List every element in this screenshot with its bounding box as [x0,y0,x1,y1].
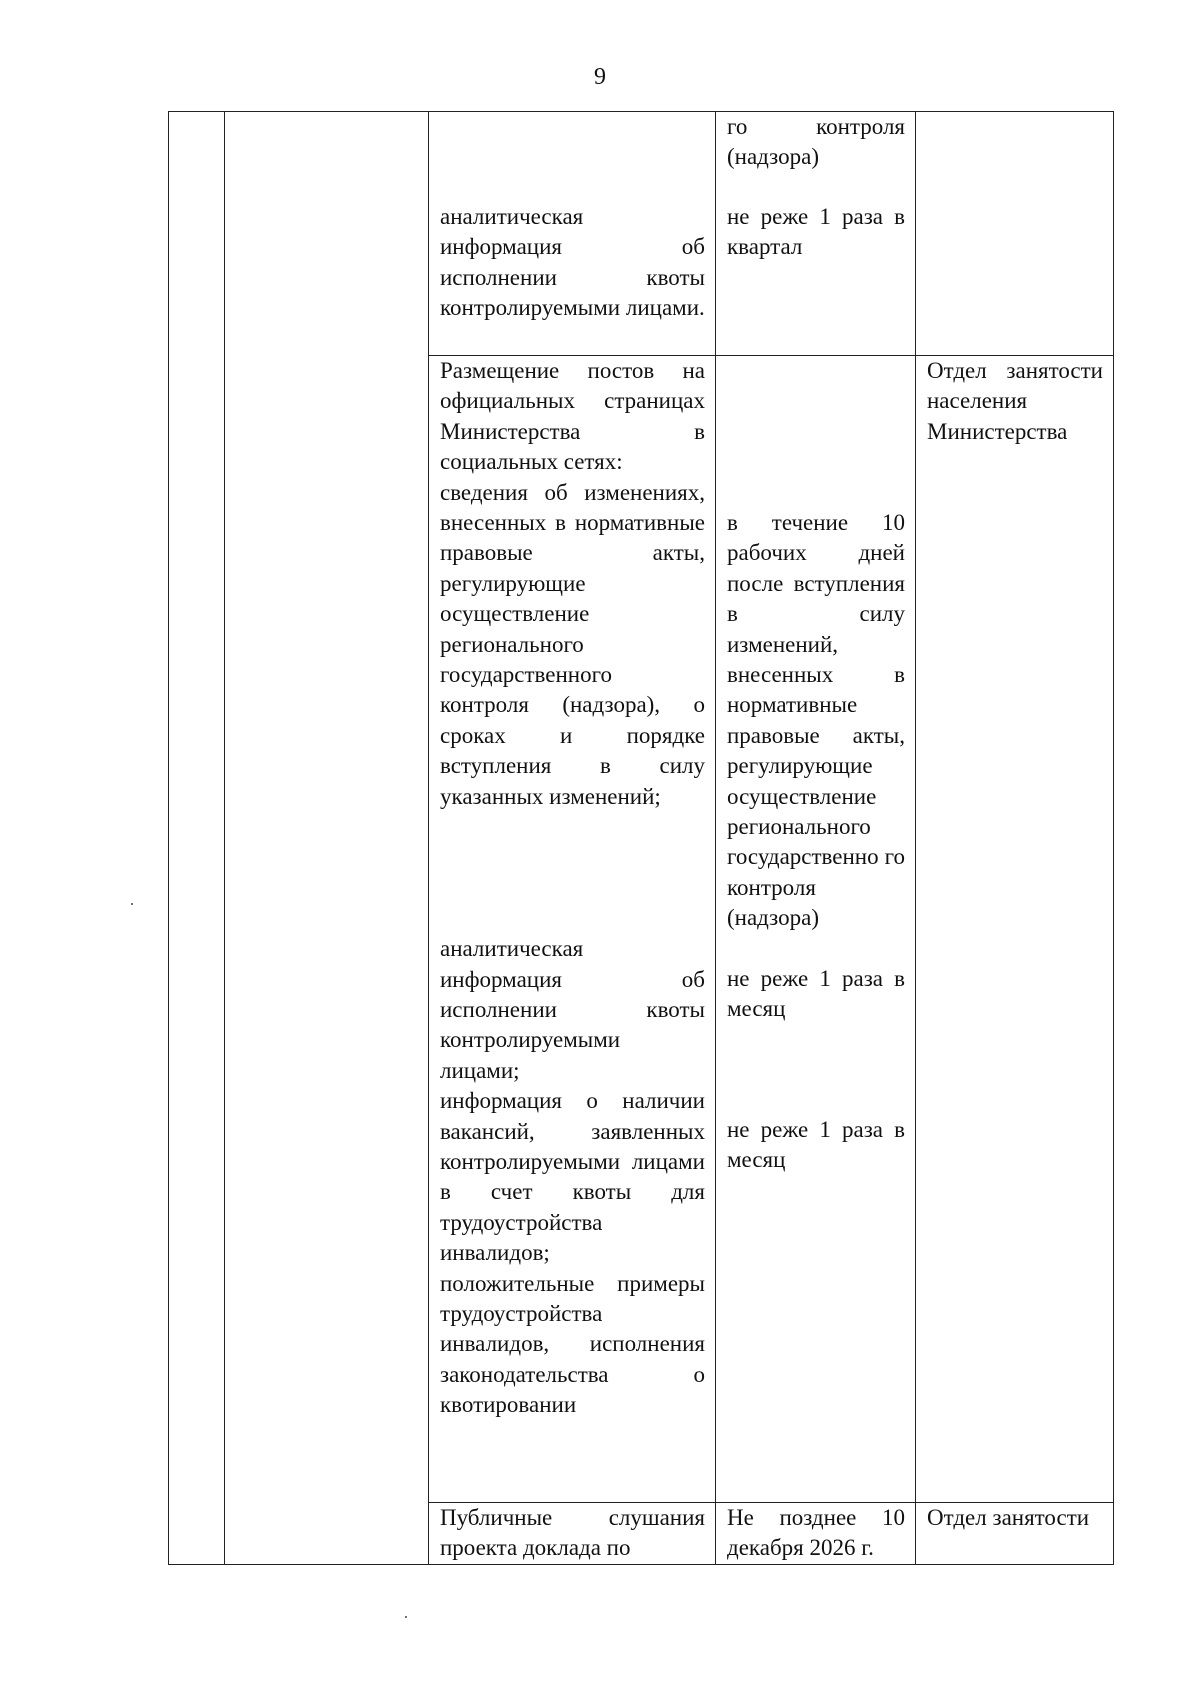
table-row [169,112,1114,356]
task-text: аналитическая информация об исполнении квоты контролируемыми лицами; [440,936,705,1083]
scan-speck [405,1616,407,1618]
deadline-text: го контроля (надзора) [727,114,905,170]
deadline-cell [716,112,916,356]
measure-column-cell [225,112,429,1565]
task-text: аналитическая информация об исполнении квоты контролируемыми лицами. [440,204,705,321]
responsible-cell [916,356,1114,1503]
task-text: информация о наличии вакансий, заявленных контролируемыми лицами в счет квоты для трудоустройства инвалидов; [440,1088,705,1266]
deadline-text: не реже 1 раза в месяц [727,1116,905,1172]
deadline-text: Не позднее 10 декабря 2026 г. [727,1505,905,1561]
number-column-cell [169,112,225,1565]
plan-table [168,111,1114,1565]
deadline-cell [716,356,916,1503]
task-cell [429,356,716,1503]
task-text: положительные примеры трудоустройства инвалидов, исполнения законодательства о квотировании [440,1270,705,1418]
page-number: 9 [594,64,606,90]
deadline-text: не реже 1 раза в квартал [727,203,905,260]
task-text: Размещение постов на официальных страницах Министерства в социальных сетях: [440,358,705,475]
responsible-cell [916,1503,1114,1565]
deadline-text: в течение 10 рабочих дней после вступления в силу изменений, внесенных в нормативные правовые акты, регулирующие осуществление регионального государственно го контроля (надзора) [727,510,905,931]
deadline-cell [716,1503,916,1565]
deadline-text: не реже 1 раза в месяц [727,965,905,1022]
responsible-text: Отдел занятости населения Министерства [927,358,1103,444]
task-text: Публичные слушания проекта доклада по [440,1505,705,1561]
task-cell [429,1503,716,1565]
scan-speck [131,903,133,905]
task-text: сведения об изменениях, внесенных в нормативные правовые акты, регулирующие осуществление регионального государственного контроля (надзора), о сроках и порядке вступления в силу указанных изменений; [440,479,705,809]
responsible-cell [916,112,1114,356]
responsible-text: Отдел занятости [927,1505,1090,1530]
task-cell [429,112,716,356]
